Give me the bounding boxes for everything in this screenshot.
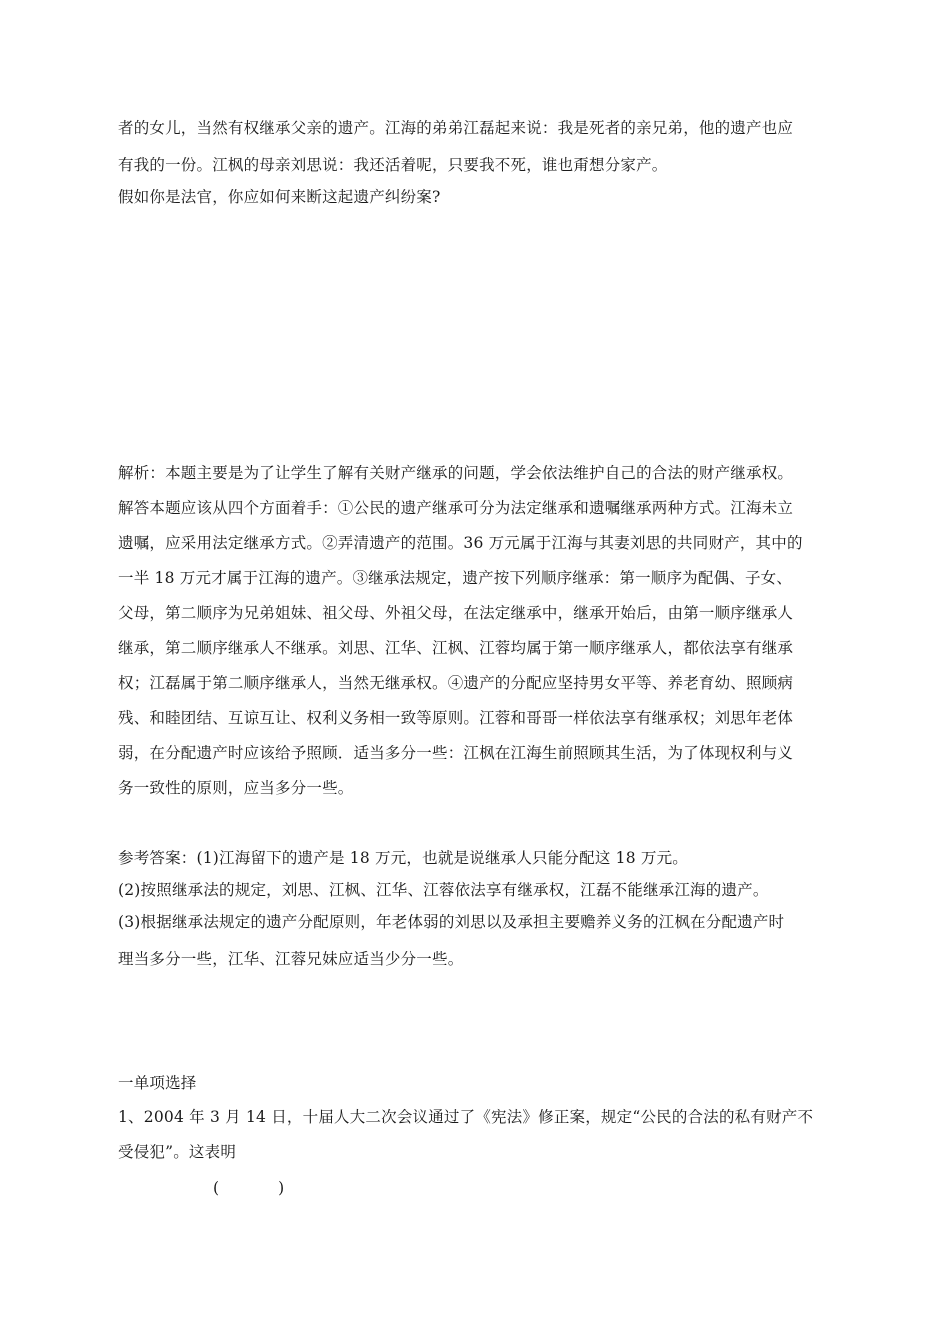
analysis-line: 遗嘱，应采用法定继承方式。②弄清遗产的范围。36 万元属于江海与其妻刘思的共同财产，其中的 bbox=[118, 534, 803, 552]
analysis-line: 继承，第二顺序继承人不继承。刘思、江华、江枫、江蓉均属于第一顺序继承人，都依法享有继承 bbox=[118, 639, 794, 657]
answer-line: 参考答案：(1)江海留下的遗产是 18 万元，也就是说继承人只能分配这 18 万元。 bbox=[118, 849, 689, 867]
analysis-line: 残、和睦团结、互谅互让、权利义务相一致等原则。江蓉和哥哥一样依法享有继承权；刘思年老体 bbox=[118, 709, 794, 727]
case-line: 者的女儿，当然有权继承父亲的遗产。江海的弟弟江磊起来说：我是死者的亲兄弟，他的遗产也应 bbox=[118, 119, 794, 137]
case-question: 假如你是法官，你应如何来断这起遗产纠纷案? bbox=[118, 188, 441, 206]
analysis-line: 务一致性的原则，应当多分一些。 bbox=[118, 779, 354, 797]
analysis-line: 一半 18 万元才属于江海的遗产。③继承法规定，遗产按下列顺序继承：第一顺序为配偶、子女、 bbox=[118, 569, 793, 587]
section-heading: 一单项选择 bbox=[118, 1074, 197, 1092]
question-line: 1、2004 年 3 月 14 日，十届人大二次会议通过了《宪法》修正案，规定“公民的合法的私有财产不 bbox=[118, 1108, 814, 1126]
answer-line: (2)按照继承法的规定，刘思、江枫、江华、江蓉依法享有继承权，江磊不能继承江海的遗产。 bbox=[118, 881, 769, 899]
answer-blank: ( ) bbox=[213, 1179, 285, 1197]
analysis-line: 权；江磊属于第二顺序继承人，当然无继承权。④遗产的分配应坚持男女平等、养老育幼、照顾病 bbox=[118, 674, 794, 692]
answer-line: (3)根据继承法规定的遗产分配原则，年老体弱的刘思以及承担主要赡养义务的江枫在分配遗产时 bbox=[118, 913, 785, 931]
analysis-line: 弱，在分配遗产时应该给予照顾．适当多分一些：江枫在江海生前照顾其生活，为了体现权利与义 bbox=[118, 744, 794, 762]
case-line: 有我的一份。江枫的母亲刘思说：我还活着呢，只要我不死，谁也甭想分家产。 bbox=[118, 156, 668, 174]
analysis-line: 父母，第二顺序为兄弟姐妹、祖父母、外祖父母，在法定继承中，继承开始后，由第一顺序继承人 bbox=[118, 604, 794, 622]
question-line: 受侵犯”。这表明 bbox=[118, 1143, 237, 1161]
analysis-line: 解析：本题主要是为了让学生了解有关财产继承的问题，学会依法维护自己的合法的财产继承权。 bbox=[118, 464, 794, 482]
analysis-line: 解答本题应该从四个方面着手：①公民的遗产继承可分为法定继承和遗嘱继承两种方式。江海未立 bbox=[118, 499, 794, 517]
answer-line: 理当多分一些，江华、江蓉兄妹应适当少分一些。 bbox=[118, 950, 464, 968]
